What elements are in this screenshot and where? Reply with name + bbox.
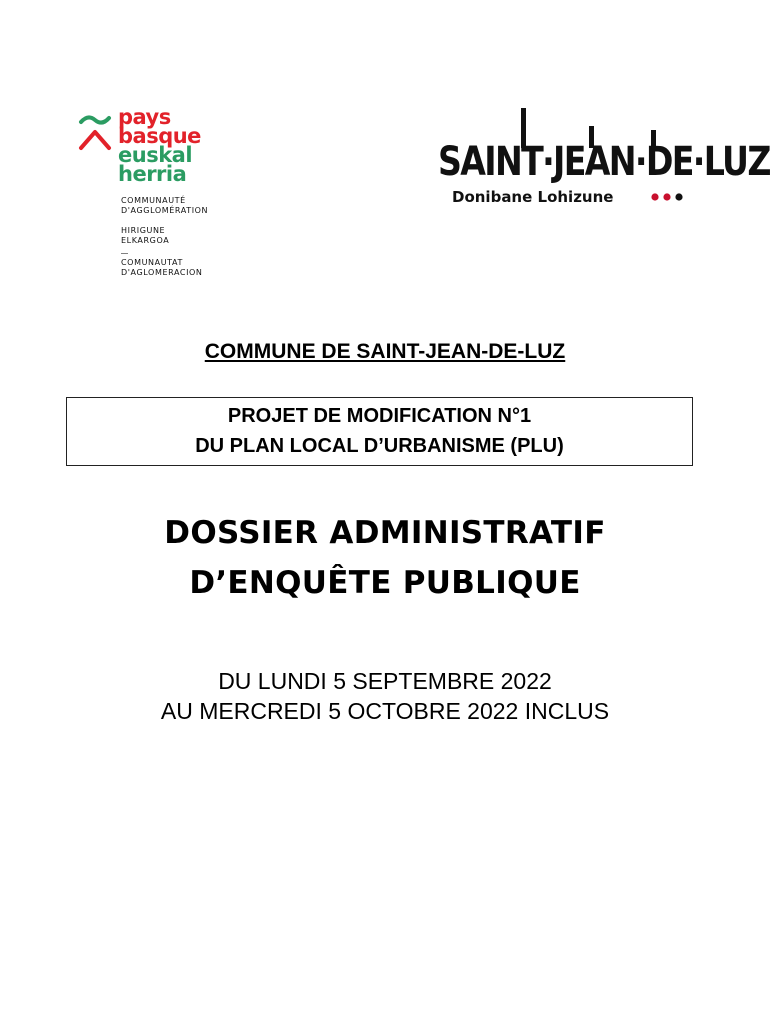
dossier-title — [0, 508, 770, 608]
logo-subtitle: Donibane Lohizune — [452, 188, 614, 206]
project-title-box — [66, 397, 693, 466]
dossier-title-line1: DOSSIER ADMINISTRATIF — [164, 515, 606, 551]
brand-line-herria: herria — [118, 162, 187, 186]
brand-line-euskal: euskal — [118, 143, 193, 167]
project-title-line1: PROJET DE MODIFICATION N°1 — [227, 405, 532, 427]
pays-basque-logo — [78, 105, 248, 283]
dates-line1: DU LUNDI 5 SEPTEMBRE 2022 — [218, 668, 552, 694]
logo-title: SAINT·JEAN·DE·LUZ — [438, 139, 770, 185]
enquiry-dates — [0, 666, 770, 726]
pays-basque-wordmark — [118, 105, 201, 186]
brand-line-basque: basque — [118, 124, 201, 148]
logo-subtitle-oc: COMUNAUTAT D'AGLOMERACION — [121, 258, 203, 277]
project-title-line2: DU PLAN LOCAL D’URBANISME (PLU) — [195, 435, 564, 457]
brand-line-pays: pays — [118, 105, 171, 129]
dates-line2: AU MERCREDI 5 OCTOBRE 2022 INCLUS — [160, 698, 610, 724]
saint-jean-de-luz-logo — [432, 108, 770, 208]
logo-subtitle-eu: HIRIGUNE ELKARGOA — [121, 226, 170, 245]
pays-basque-emblem-icon — [78, 112, 112, 152]
logo-subtitle-fr: COMMUNAUTÉ D'AGGLOMÉRATION — [121, 196, 209, 215]
dossier-title-line2: D’ENQUÊTE PUBLIQUE — [189, 565, 581, 601]
commune-heading: COMMUNE DE SAINT-JEAN-DE-LUZ — [204, 340, 566, 363]
three-dots-icon — [650, 192, 686, 202]
logo-separator: — — [121, 250, 128, 257]
